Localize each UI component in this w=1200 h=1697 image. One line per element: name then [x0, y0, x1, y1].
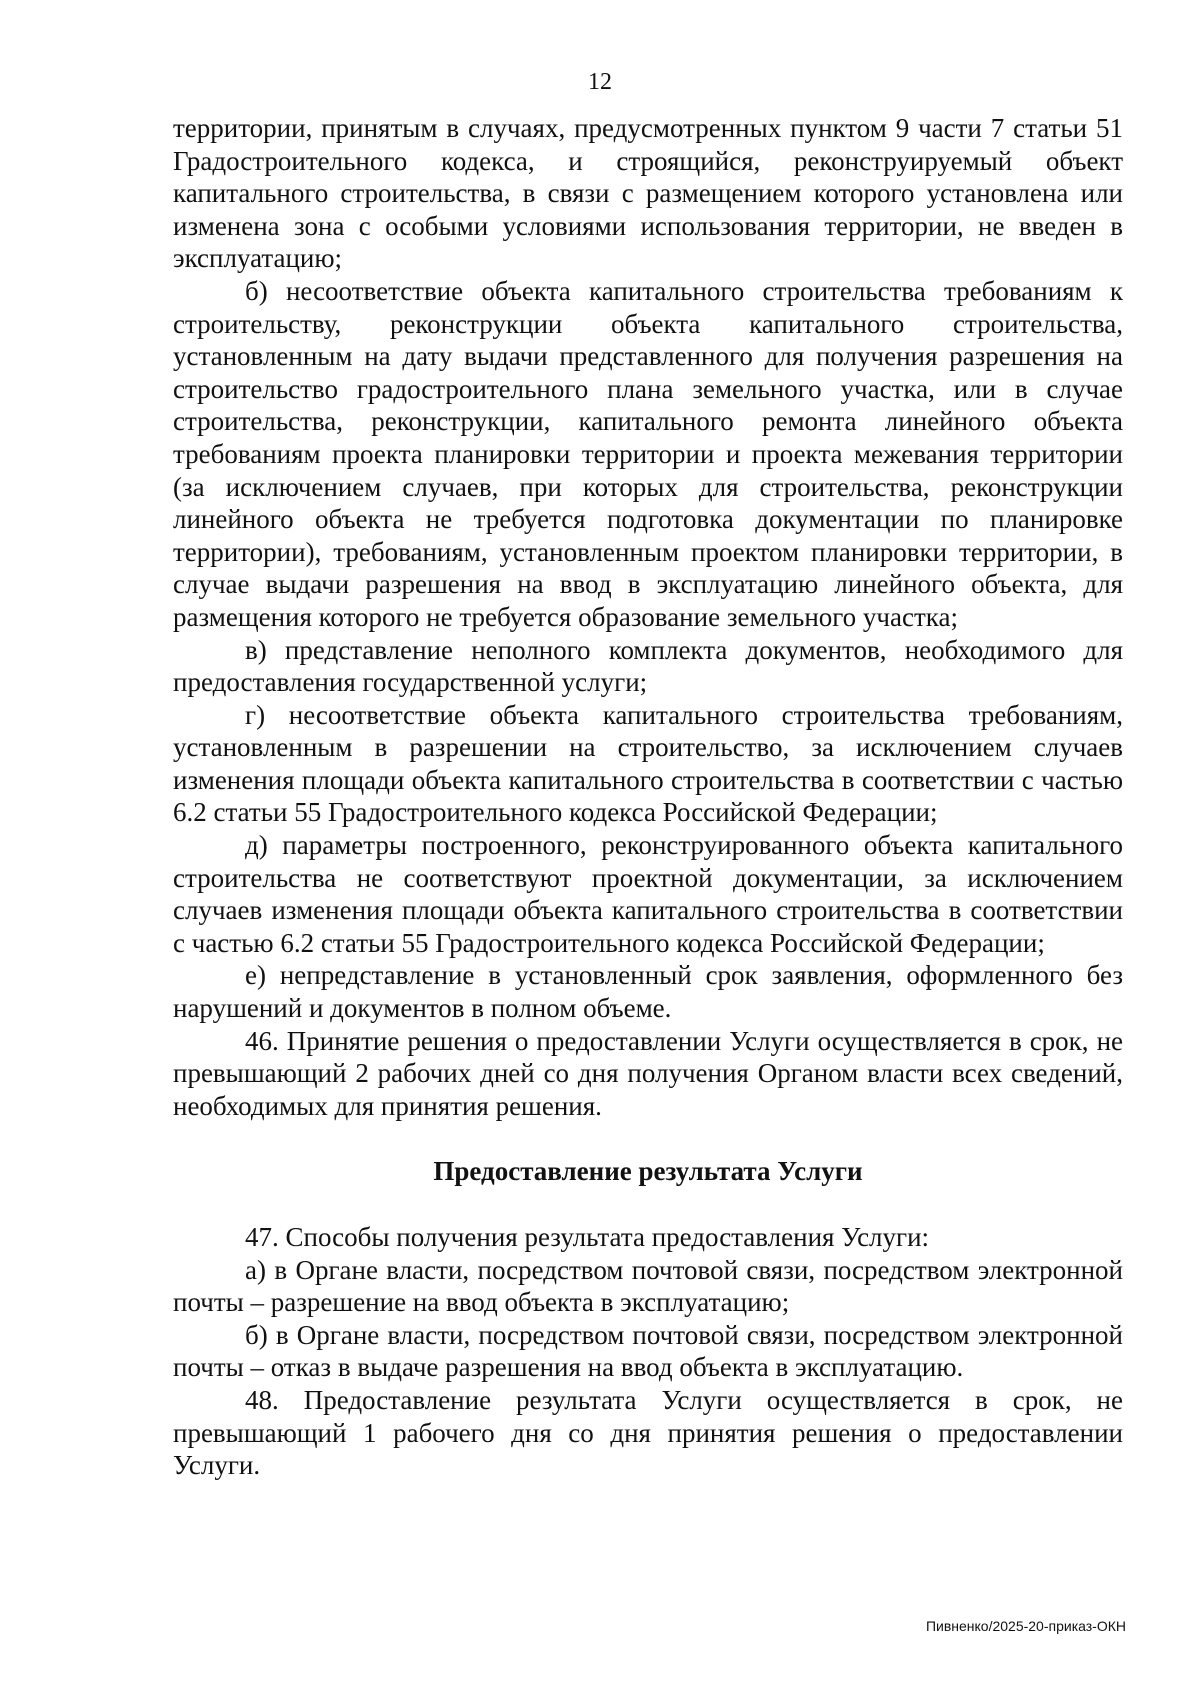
paragraph-item-g: г) несоответствие объекта капитального строительства требованиям, установленным в разрешении на строительство, за исключением случаев изменения площади объекта капитального строительства в соответствии с частью 6.2 статьи 55 Градостроительного кодекса Российской Федерации;	[173, 699, 1123, 828]
paragraph-item-v: в) представление неполного комплекта документов, необходимого для предоставления государственной услуги;	[173, 634, 1123, 698]
paragraph-continuation: территории, принятым в случаях, предусмотренных пунктом 9 части 7 статьи 51 Градостроительного кодекса, и строящийся, реконструируемый объект капитального строительства, в связи с размещением которого установлена или изменена зона с особыми условиями использования территории, не введен в эксплуатацию;	[173, 113, 1123, 274]
paragraph-48: 48. Предоставление результата Услуги осуществляется в срок, не превышающий 1 рабочего дня со дня принятия решения о предоставлении Услуги.	[173, 1384, 1123, 1481]
paragraph-item-d: д) параметры построенного, реконструированного объекта капитального строительства не соответствуют проектной документации, за исключением случаев изменения площади объекта капитального строительства в соответствии с частью 6.2 статьи 55 Градостроительного кодекса Российской Федерации;	[173, 830, 1123, 958]
paragraph-47-b: б) в Органе власти, посредством почтовой связи, посредством электронной почты – отказ в выдаче разрешения на ввод объекта в эксплуатацию.	[173, 1319, 1123, 1383]
paragraph-47-a: а) в Органе власти, посредством почтовой связи, посредством электронной почты – разрешение на ввод объекта в эксплуатацию;	[173, 1254, 1123, 1318]
paragraph-46: 46. Принятие решения о предоставлении Услуги осуществляется в срок, не превышающий 2 рабочих дней со дня получения Органом власти всех сведений, необходимых для принятия решения.	[173, 1025, 1123, 1121]
page-number: 12	[588, 69, 612, 95]
footer-document-code: Пивненко/2025-20-приказ-ОКН	[925, 1618, 1126, 1634]
paragraph-47: 47. Способы получения результата предоставления Услуги:	[245, 1222, 930, 1252]
section-heading: Предоставление результата Услуги	[433, 1156, 863, 1187]
paragraph-item-b: б) несоответствие объекта капитального строительства требованиям к строительству, реконструкции объекта капитального строительства, установленным на дату выдачи представленного для получения разрешения на строительство градостроительного плана земельного участка, или в случае строительства, реконструкции, капитального ремонта линейного объекта требованиям проекта планировки территории и проекта межевания территории (за исключением случаев, при которых для строительства, реконструкции линейного объекта не требуется подготовка документации по планировке территории), требованиям, установленным проектом планировки территории, в случае выдачи разрешения на ввод в эксплуатацию линейного объекта, для размещения которого не требуется образование земельного участка;	[173, 275, 1123, 632]
document-body	[173, 112, 1123, 1482]
paragraph-item-e: е) непредставление в установленный срок заявления, оформленного без нарушений и документов в полном объеме.	[173, 960, 1123, 1024]
